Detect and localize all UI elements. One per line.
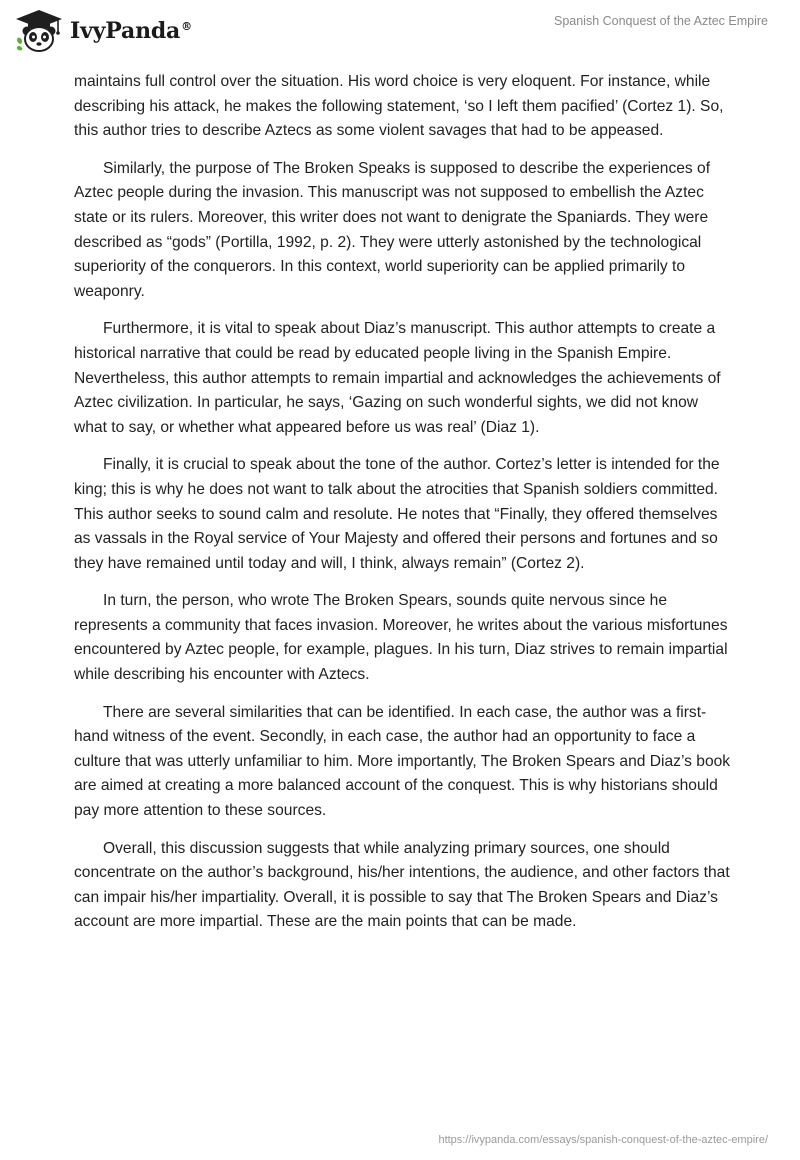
panda-graduation-cap-icon bbox=[14, 8, 64, 54]
paragraph-7: Overall, this discussion suggests that while analyzing primary sources, one should concentrate on the author’s background, his/her intentions, the audience, and other factors that can impair his/her impartiality. Overall, it is possible to say that The Broken Spears and Diaz’s account are more impartial. These are the main points that can be made. bbox=[74, 839, 730, 931]
paragraph-1: maintains full control over the situation. His word choice is very eloquent. For instance, while describing his attack, he makes the following statement, ‘so I left them pacified’ (Cortez 1). So, this author tries to describe Aztecs as some violent savages that had to be appeased. bbox=[74, 73, 724, 140]
source-url[interactable]: https://ivypanda.com/essays/spanish-conquest-of-the-aztec-empire/ bbox=[438, 1134, 768, 1146]
paragraph-6: There are several similarities that can be identified. In each case, the author was a first-hand witness of the event. Secondly, in each case, the author had an opportunity to face a culture that was utterly unfamiliar to him. More importantly, The Broken Spears and Diaz’s book are aimed at creating a more balanced account of the conquest. This is why historians should pay more attention to these sources. bbox=[74, 703, 731, 820]
essay-body bbox=[74, 70, 734, 948]
paragraph-2: Similarly, the purpose of The Broken Speaks is supposed to describe the experiences of Aztec people during the invasion. This manuscript was not supposed to embellish the Aztec state or its rulers. Moreover, this writer does not want to denigrate the Spaniards. They were described as “gods” (Portilla, 1992, p. 2). They were utterly astonished by the technological superiority of the conquerors. In this context, world superiority can be applied primarily to weaponry. bbox=[74, 159, 711, 300]
brand-name bbox=[70, 18, 192, 44]
brand-text: IvyPanda bbox=[70, 18, 181, 44]
paragraph-5: In turn, the person, who wrote The Broken Spears, sounds quite nervous since he represents a community that faces invasion. Moreover, he writes about the various misfortunes encountered by Aztec people, for example, plagues. In his turn, Diaz strives to remain impartial while describing his encounter with Aztecs. bbox=[74, 592, 728, 684]
document-title: Spanish Conquest of the Aztec Empire bbox=[553, 14, 768, 28]
ivypanda-logo[interactable] bbox=[14, 8, 192, 54]
registered-mark: ® bbox=[181, 19, 192, 33]
paragraph-4: Finally, it is crucial to speak about the tone of the author. Cortez’s letter is intended for the king; this is why he does not want to talk about the atrocities that Spanish soldiers committed. This author seeks to sound calm and resolute. He notes that “Finally, they offered themselves as vassals in the Royal service of Your Majesty and offered their persons and fortunes and so they have remained until today and will, I think, always remain” (Cortez 2). bbox=[74, 456, 720, 572]
page-header bbox=[0, 0, 800, 70]
paragraph-3: Furthermore, it is vital to speak about Diaz’s manuscript. This author attempts to create a historical narrative that could be read by educated people living in the Spanish Empire. Nevertheless, this author attempts to remain impartial and acknowledges the achievements of Aztec civilization. In particular, he says, ‘Gazing on such wonderful sights, we did not know what to say, or whether what appeared before us was real’ (Diaz 1). bbox=[74, 320, 721, 436]
